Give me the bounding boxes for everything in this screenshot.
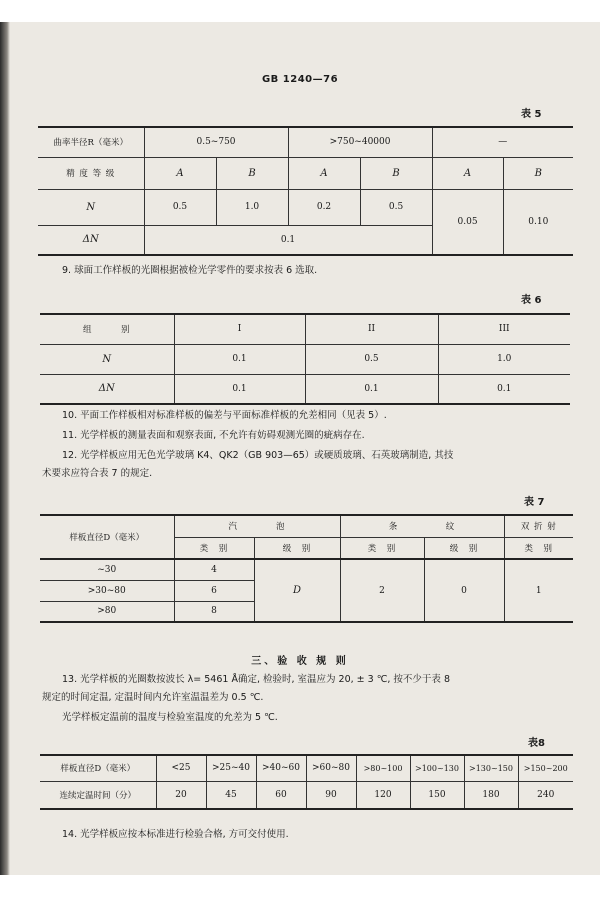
table8-diameter: >130~150 (464, 755, 518, 781)
binding-shadow (0, 22, 10, 875)
table7-bubble-class: 4 (174, 559, 254, 580)
section-3-title: 三、验 收 规 则 (251, 656, 349, 667)
table6-dn-value: 0.1 (305, 374, 438, 404)
paragraph-9: 9. 球面工作样板的光圈根据被检光学零件的要求按表 6 选取. (62, 265, 318, 276)
table5-n-label: N (38, 189, 144, 225)
table6-dn-label: ΔN (40, 374, 174, 404)
table6-n-label: N (40, 344, 174, 374)
table7-stripe-class: 2 (340, 559, 424, 622)
table5-caption: 表 5 (521, 109, 542, 120)
table7-bubble-class: 8 (174, 601, 254, 622)
table5-dn-value: 0.1 (144, 225, 432, 255)
paragraph-12-line1: 12. 光学样板应用无色光学玻璃 K4、QK2（GB 903—65）或硬质玻璃、石英玻璃制造, 其技 (62, 450, 454, 461)
table8-time: 90 (306, 781, 356, 809)
table8-time: 20 (156, 781, 206, 809)
table5-grade-b2: B (360, 157, 432, 189)
table5-last-b: 0.10 (503, 189, 573, 255)
table5-n-value: 0.2 (288, 189, 360, 225)
table5-grade-a1: A (144, 157, 216, 189)
table6-group-1: I (174, 314, 305, 344)
table7-diameter: ~30 (40, 559, 174, 580)
table5-range-3: — (432, 127, 573, 157)
table8-time: 180 (464, 781, 518, 809)
table6 (40, 313, 570, 405)
table6-dn-value: 0.1 (438, 374, 570, 404)
table7-caption: 表 7 (524, 497, 545, 508)
table5-radius-label: 曲率半径R（毫米） (38, 127, 144, 157)
table5-last-a: 0.05 (432, 189, 503, 255)
table7-bubble-label: 汽 泡 (174, 515, 340, 537)
scanned-page (0, 22, 600, 875)
table8-diameter: >150~200 (518, 755, 573, 781)
table6-n-value: 0.1 (174, 344, 305, 374)
table5-grade-a3: A (432, 157, 503, 189)
table5-dn-label: ΔN (38, 225, 144, 255)
table5-range-1: 0.5~750 (144, 127, 288, 157)
table5-n-value: 0.5 (360, 189, 432, 225)
paragraph-13-line1: 13. 光学样板的光圈数按波长 λ= 5461 Å确定, 检验时, 室温应为 20, ± 3 ℃, 按不少于表 8 (62, 674, 450, 685)
table5-grade-label: 精 度 等 级 (38, 157, 144, 189)
table8-diameter: >25~40 (206, 755, 256, 781)
table8-time: 120 (356, 781, 410, 809)
table8-diameter: >60~80 (306, 755, 356, 781)
table7-stripe-level-label: 级 别 (424, 537, 504, 559)
table6-dn-value: 0.1 (174, 374, 305, 404)
table7-stripe-level: 0 (424, 559, 504, 622)
paragraph-10: 10. 平面工作样板相对标准样板的偏差与平面标准样板的允差相同（见表 5）. (62, 410, 387, 421)
table7-birefringence-class-label: 类 别 (504, 537, 573, 559)
table6-n-value: 1.0 (438, 344, 570, 374)
table7-birefringence-label: 双 折 射 (504, 515, 573, 537)
table7-bubble-level-label: 级 别 (254, 537, 340, 559)
paragraph-11: 11. 光学样板的测量表面和观察表面, 不允许有妨碍观测光圈的疵病存在. (62, 430, 365, 441)
table7-bubble-level: D (254, 559, 340, 622)
table6-group-2: II (305, 314, 438, 344)
table7-diameter: >30~80 (40, 580, 174, 601)
table5-n-value: 1.0 (216, 189, 288, 225)
table8 (40, 754, 573, 810)
table6-caption: 表 6 (521, 295, 542, 306)
table6-group-3: III (438, 314, 570, 344)
paragraph-14: 14. 光学样板应按本标准进行检验合格, 方可交付使用. (62, 829, 289, 840)
table5 (38, 126, 573, 256)
table8-time: 45 (206, 781, 256, 809)
table7-bubble-class-label: 类 别 (174, 537, 254, 559)
table5-range-2: >750~40000 (288, 127, 432, 157)
paragraph-13-line2: 规定的时间定温, 定温时间内允许室温温差为 0.5 ℃. (42, 692, 264, 703)
table5-n-value: 0.5 (144, 189, 216, 225)
table6-group-label: 组 别 (40, 314, 174, 344)
table5-grade-b1: B (216, 157, 288, 189)
paragraph-13-line3: 光学样板定温前的温度与检验室温度的允差为 5 ℃. (62, 712, 278, 723)
table7-birefringence-class: 1 (504, 559, 573, 622)
table5-grade-b3: B (503, 157, 573, 189)
table5-grade-a2: A (288, 157, 360, 189)
table8-diameter: <25 (156, 755, 206, 781)
table7-stripe-class-label: 类 别 (340, 537, 424, 559)
table8-diameter-label: 样板直径D（毫米） (40, 755, 156, 781)
table8-time: 150 (410, 781, 464, 809)
table8-diameter: >100~130 (410, 755, 464, 781)
table8-time-label: 连续定温时间（分） (40, 781, 156, 809)
table8-caption: 表8 (528, 738, 545, 749)
table7-diameter: >80 (40, 601, 174, 622)
table6-n-value: 0.5 (305, 344, 438, 374)
table8-time: 60 (256, 781, 306, 809)
page-header: GB 1240—76 (261, 74, 339, 85)
table8-time: 240 (518, 781, 573, 809)
table8-diameter: >80~100 (356, 755, 410, 781)
table8-diameter: >40~60 (256, 755, 306, 781)
table7-bubble-class: 6 (174, 580, 254, 601)
table7 (40, 514, 573, 623)
table7-stripe-label: 条 纹 (340, 515, 504, 537)
table7-diameter-label: 样板直径D（毫米） (40, 515, 174, 559)
paragraph-12-line2: 术要求应符合表 7 的规定. (42, 468, 153, 479)
